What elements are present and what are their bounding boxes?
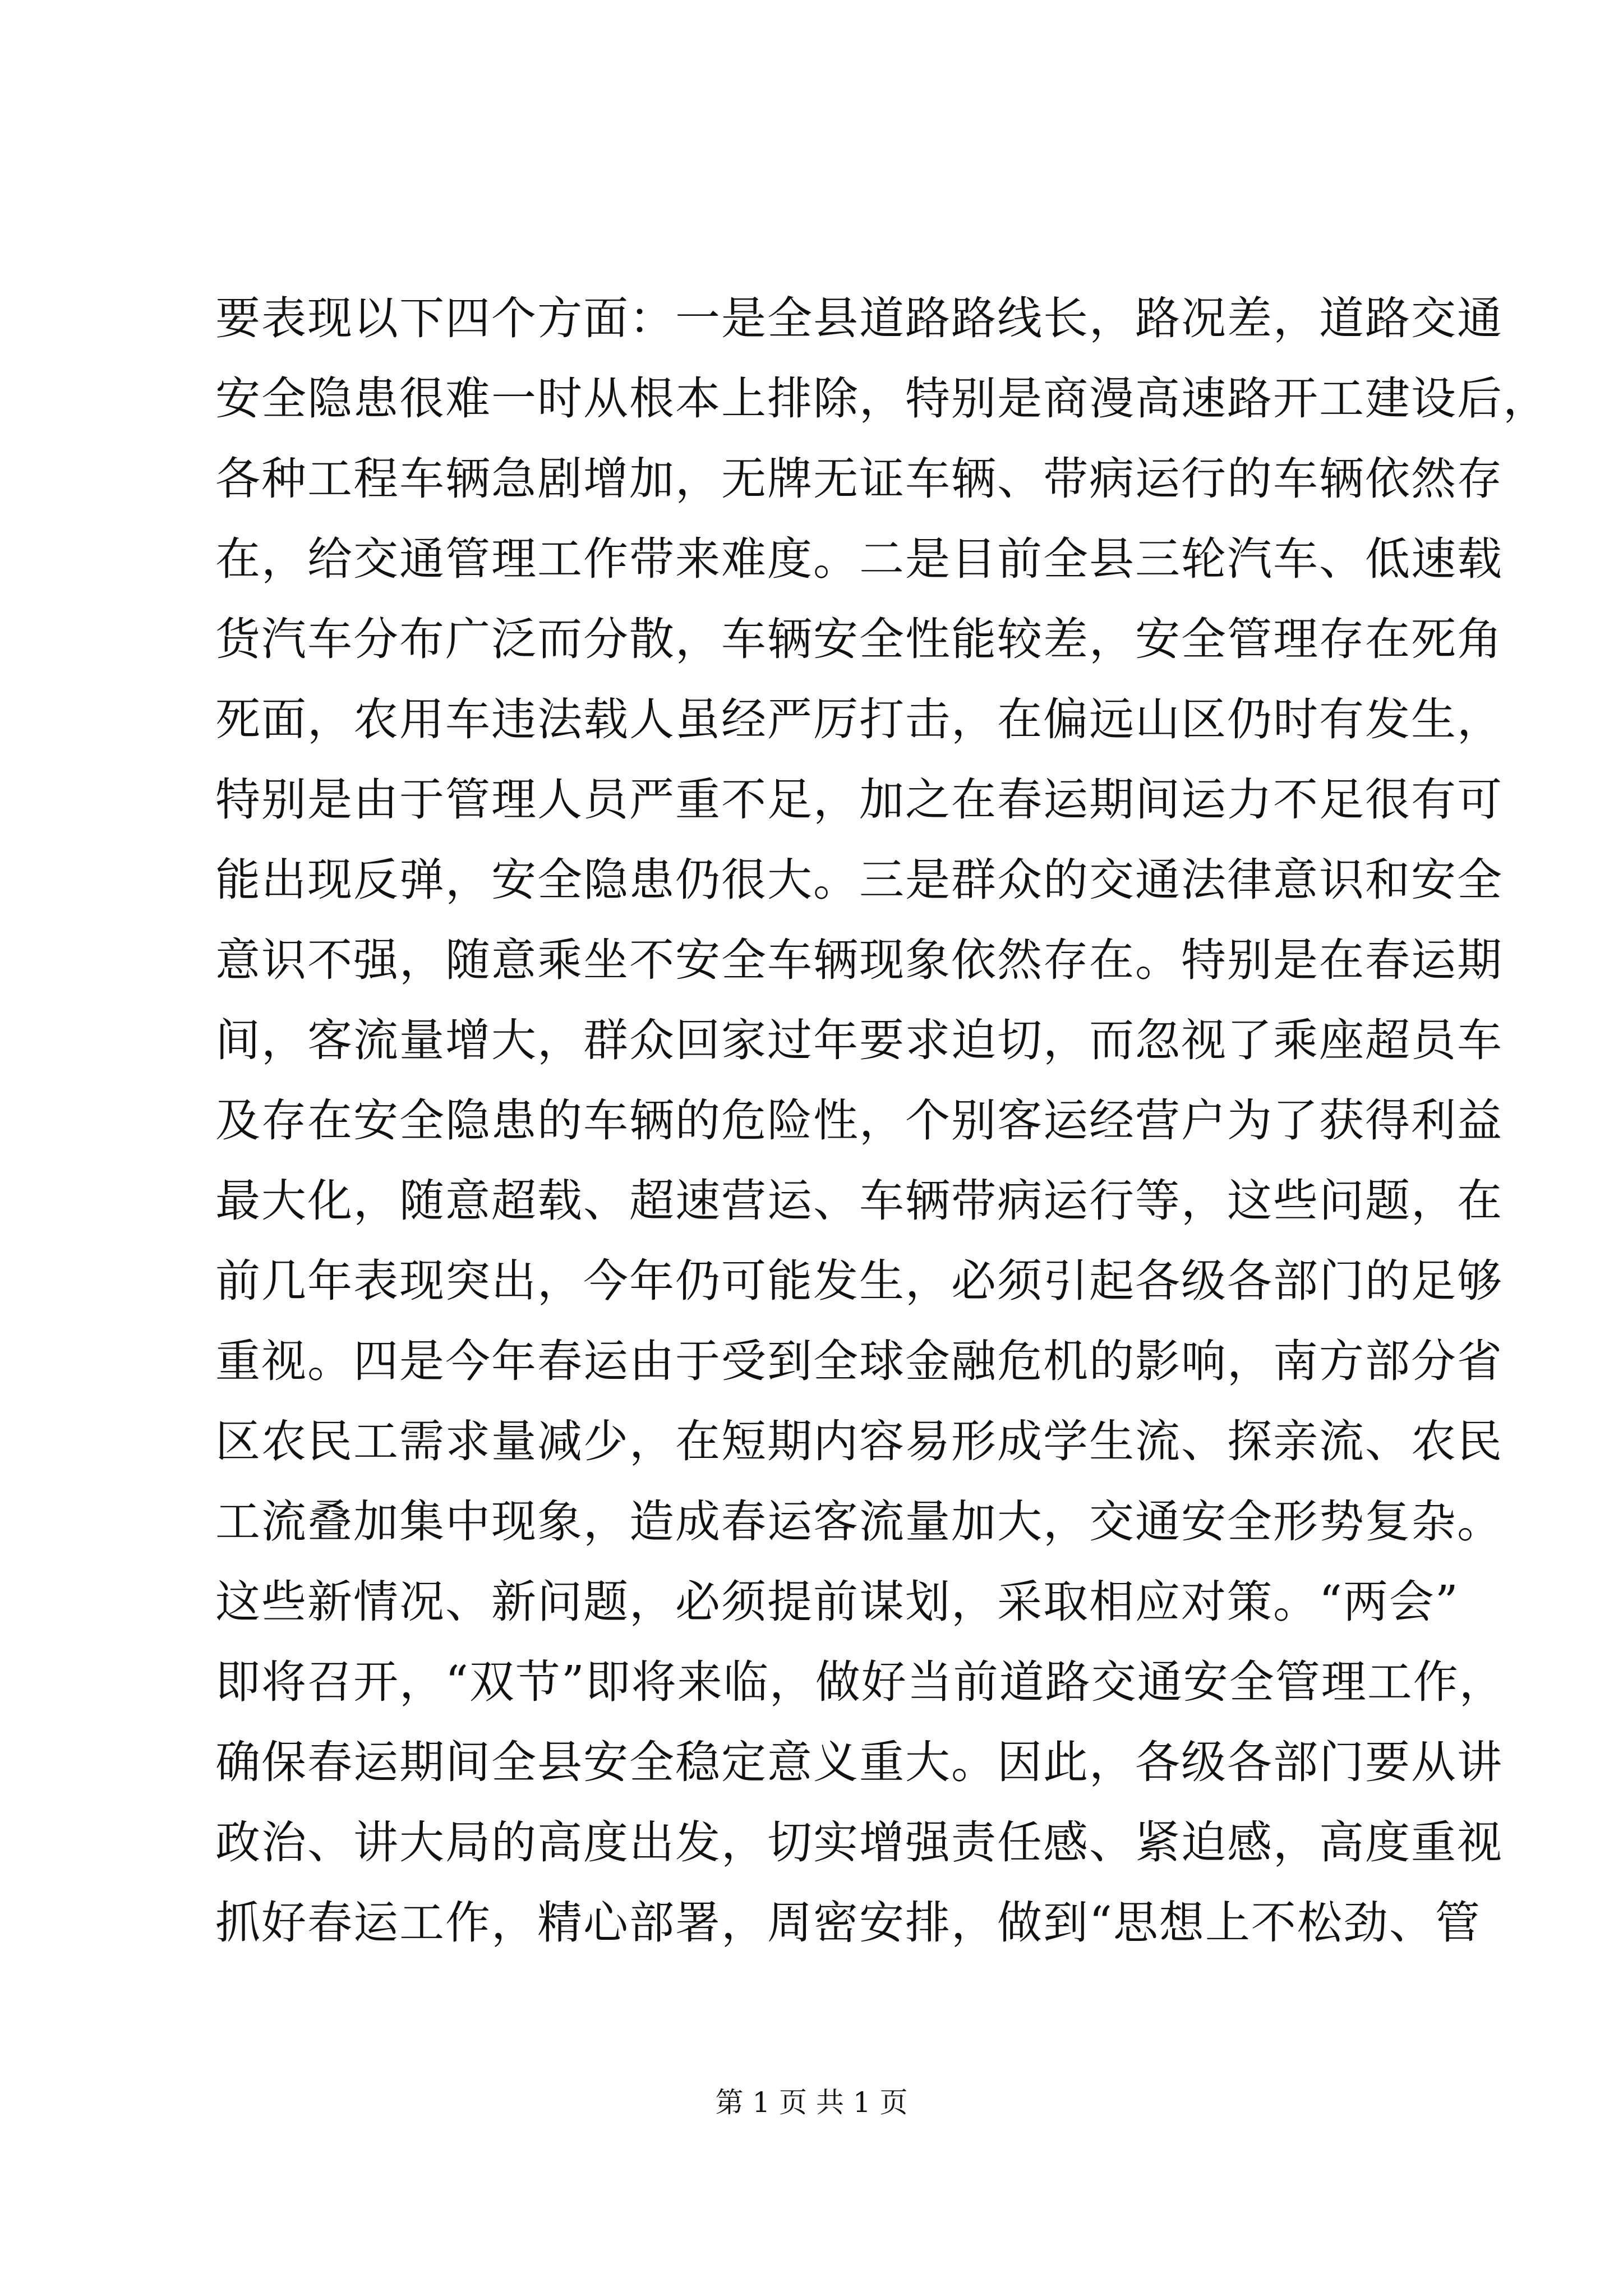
- text-line: 货汽车分布广泛而分散，车辆安全性能较差，安全管理存在死角: [215, 613, 1503, 665]
- text-line: 工流叠加集中现象，造成春运客流量加大，交通安全形势复杂。: [215, 1496, 1503, 1548]
- text-line: 要表现以下四个方面：一是全县道路路线长，路况差，道路交通: [215, 292, 1503, 344]
- text-line: 各种工程车辆急剧增加，无牌无证车辆、带病运行的车辆依然存: [215, 453, 1503, 505]
- page-footer: 第 1 页 共 1 页: [715, 2086, 908, 2119]
- text-line: 确保春运期间全县安全稳定意义重大。因此，各级各部门要从讲: [215, 1736, 1503, 1788]
- text-line: 区农民工需求量减少，在短期内容易形成学生流、探亲流、农民: [215, 1415, 1503, 1467]
- body-text: [215, 292, 1549, 1981]
- text-line: 在，给交通管理工作带来难度。二是目前全县三轮汽车、低速载: [215, 533, 1503, 585]
- text-line: 能出现反弹，安全隐患仍很大。三是群众的交通法律意识和安全: [215, 854, 1503, 906]
- text-line: 这些新情况、新问题，必须提前谋划，采取相应对策。“两会”: [215, 1576, 1459, 1628]
- text-line: 意识不强，随意乘坐不安全车辆现象依然存在。特别是在春运期: [215, 934, 1503, 986]
- text-line: 前几年表现突出，今年仍可能发生，必须引起各级各部门的足够: [215, 1255, 1503, 1307]
- text-line: 重视。四是今年春运由于受到全球金融危机的影响，南方部分省: [215, 1335, 1503, 1387]
- text-line: 安全隐患很难一时从根本上排除，特别是商漫高速路开工建设后，: [215, 372, 1549, 425]
- text-line: 间，客流量增大，群众回家过年要求迫切，而忽视了乘座超员车: [215, 1014, 1503, 1066]
- text-line: 最大化，随意超载、超速营运、车辆带病运行等，这些问题，在: [215, 1175, 1503, 1227]
- text-line: 特别是由于管理人员严重不足，加之在春运期间运力不足很有可: [215, 774, 1503, 826]
- text-line: 及存在安全隐患的车辆的危险性，个别客运经营户为了获得利益: [215, 1094, 1503, 1147]
- text-line: 死面，农用车违法载人虽经严厉打击，在偏远山区仍时有发生，: [215, 693, 1503, 746]
- text-line: 政治、讲大局的高度出发，切实增强责任感、紧迫感，高度重视: [215, 1816, 1503, 1869]
- text-line: 抓好春运工作，精心部署，周密安排，做到“思想上不松劲、管: [215, 1897, 1481, 1949]
- text-line: 即将召开，“双节”即将来临，做好当前道路交通安全管理工作，: [215, 1656, 1505, 1708]
